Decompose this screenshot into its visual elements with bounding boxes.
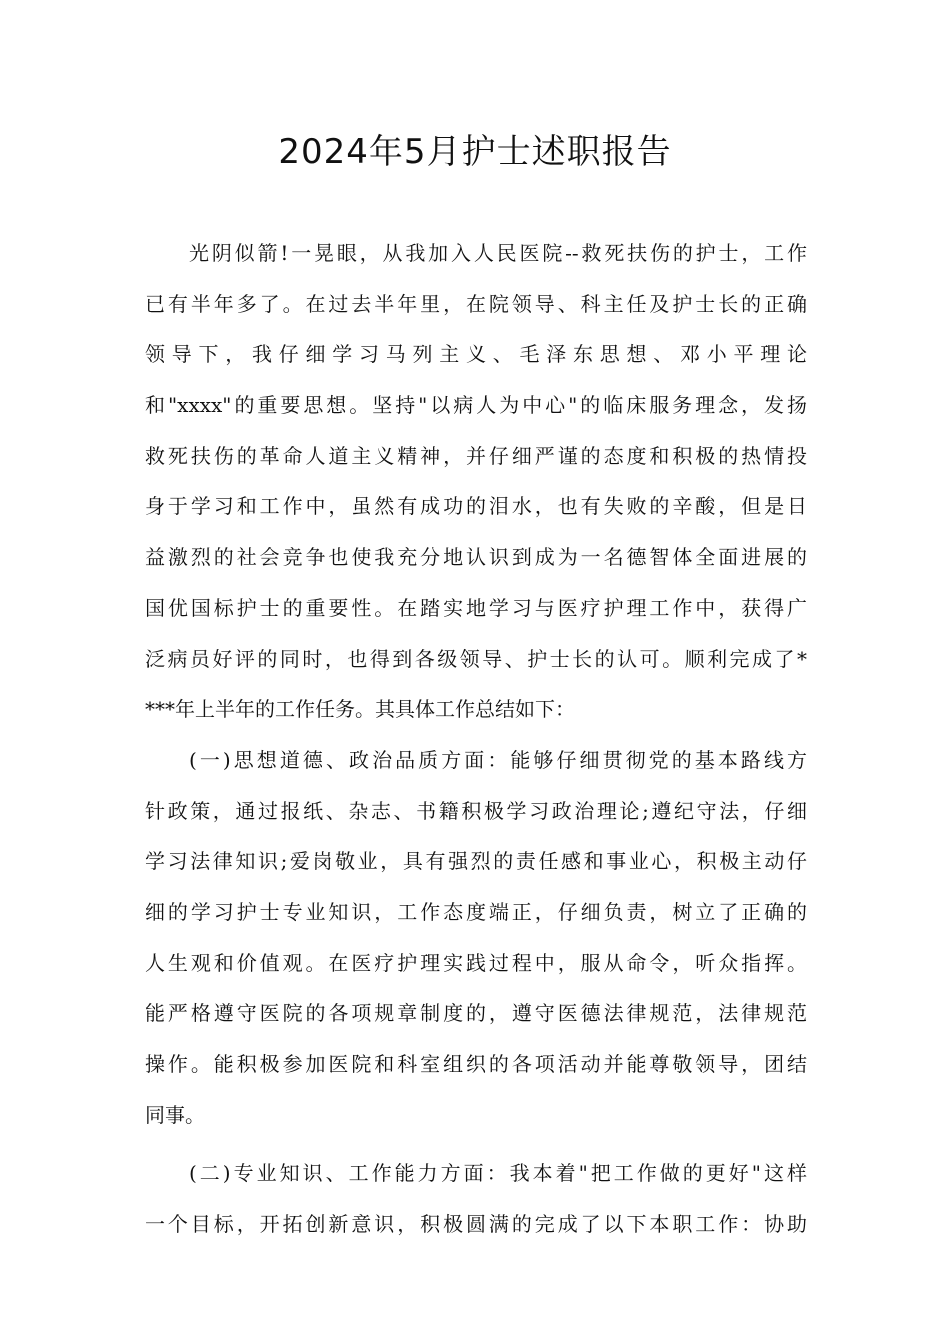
document-title: 2024年5月护士述职报告	[278, 132, 672, 172]
document-body	[145, 228, 807, 1250]
paragraph-line: 能严格遵守医院的各项规章制度的，遵守医德法律规范，法律规范	[145, 1001, 807, 1026]
paragraph-line: 身于学习和工作中，虽然有成功的泪水，也有失败的辛酸，但是日	[145, 494, 807, 519]
paragraph-line: 和"xxxx"的重要思想。坚持"以病人为中心"的临床服务理念，发扬	[145, 393, 807, 418]
paragraph-line: 已有半年多了。在过去半年里，在院领导、科主任及护士长的正确	[145, 291, 807, 316]
paragraph-line: 一个目标，开拓创新意识，积极圆满的完成了以下本职工作：协助	[145, 1212, 807, 1237]
paragraph-line: 学习法律知识;爱岗敬业，具有强烈的责任感和事业心，积极主动仔	[145, 849, 807, 874]
paragraph-line: 国优国标护士的重要性。在踏实地学习与医疗护理工作中，获得广	[145, 595, 807, 620]
paragraph-line: 泛病员好评的同时，也得到各级领导、护士长的认可。顺利完成了*	[145, 646, 807, 671]
paragraph-line: 光阴似箭!一晃眼，从我加入人民医院--救死扶伤的护士，工作	[189, 241, 807, 265]
paragraph-line: 领导下，我仔细学习马列主义、毛泽东思想、邓小平理论	[145, 342, 807, 367]
paragraph-gap	[145, 1140, 807, 1148]
paragraph-line: ***年上半年的工作任务。其具体工作总结如下：	[145, 697, 575, 722]
paragraph-line: 同事。	[145, 1102, 205, 1127]
paragraph-line: (一)思想道德、政治品质方面：能够仔细贯彻党的基本路线方	[189, 747, 807, 772]
paragraph-line: 操作。能积极参加医院和科室组织的各项活动并能尊敬领导，团结	[145, 1052, 807, 1076]
paragraph-line: 救死扶伤的革命人道主义精神，并仔细严谨的态度和积极的热情投	[145, 443, 807, 468]
paragraph-line: 人生观和价值观。在医疗护理实践过程中，服从命令，听众指挥。	[145, 950, 807, 975]
paragraph-line: 针政策，通过报纸、杂志、书籍积极学习政治理论;遵纪守法，仔细	[145, 798, 807, 823]
paragraph-line: 细的学习护士专业知识，工作态度端正，仔细负责，树立了正确的	[145, 899, 807, 924]
paragraph-line: 益激烈的社会竞争也使我充分地认识到成为一名德智体全面进展的	[145, 545, 807, 570]
paragraph-line: (二)专业知识、工作能力方面：我本着"把工作做的更好"这样	[189, 1161, 807, 1186]
